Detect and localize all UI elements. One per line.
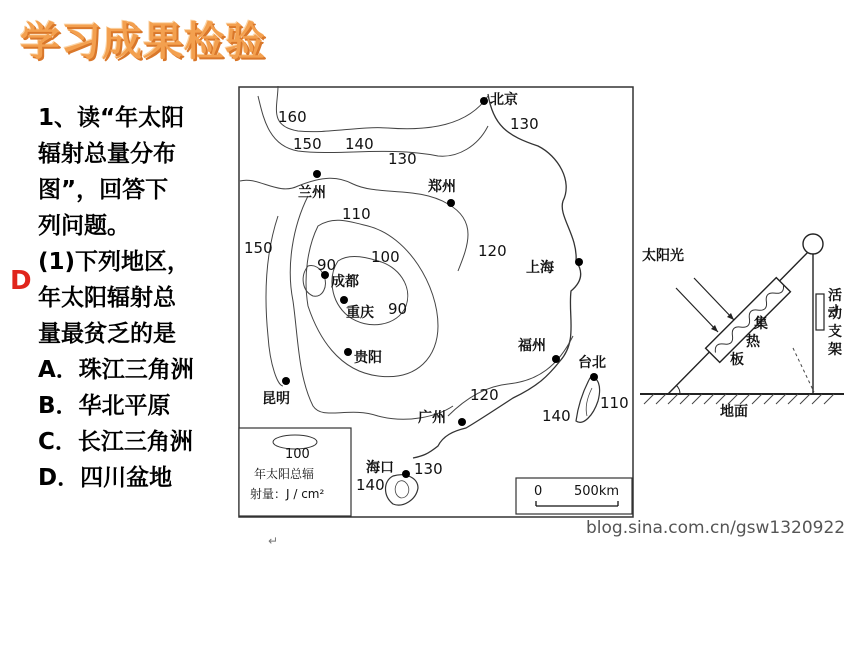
support-label-2: 动 xyxy=(828,306,842,322)
isoline-label: 130 xyxy=(388,150,417,168)
question-line: 辐射总量分布 xyxy=(38,141,176,167)
slide-title: 学习成果检验 xyxy=(20,19,266,65)
city-label: 成都 xyxy=(331,274,359,290)
support-label-4: 架 xyxy=(828,342,842,358)
isoline-label: 90 xyxy=(388,300,408,318)
city-label: 郑州 xyxy=(428,179,456,195)
city-label: 台北 xyxy=(578,355,606,371)
question-line: 列问题。 xyxy=(38,213,130,239)
collector-label-2: 热 xyxy=(746,334,760,350)
isoline-label: 150 xyxy=(293,135,322,153)
isoline-label: 140 xyxy=(345,135,374,153)
city-label: 北京 xyxy=(490,92,518,108)
isoline-label: 120 xyxy=(470,386,499,404)
option-a: A．珠江三角洲 xyxy=(38,357,194,383)
city-label: 昆明 xyxy=(262,391,290,407)
city-label: 海口 xyxy=(366,460,394,476)
question-line: 1、读“年太阳 xyxy=(38,105,185,131)
isoline-label: 130 xyxy=(510,115,539,133)
watermark-text: blog.sina.com.cn/gsw1320922 xyxy=(586,518,846,538)
answer-mark: D xyxy=(10,266,32,296)
scale-start: 0 xyxy=(534,484,543,499)
isoline-label: 140 xyxy=(356,476,385,494)
question-line: 年太阳辐射总 xyxy=(38,285,176,311)
city-label: 上海 xyxy=(526,260,554,276)
question-line: 量最贫乏的是 xyxy=(38,321,176,347)
ground-label: 地面 xyxy=(720,404,748,420)
question-line: (1)下列地区， xyxy=(38,249,191,275)
isoline-label: 150 xyxy=(244,239,273,257)
solar-radiation-map xyxy=(238,86,634,518)
collector-label-1: 集 xyxy=(754,316,768,332)
scale-bar xyxy=(516,478,632,514)
isoline-label: 90 xyxy=(317,256,337,274)
question-text xyxy=(38,100,238,496)
support-label-3: 支 xyxy=(828,324,842,340)
city-label: 广州 xyxy=(418,410,446,426)
isoline-label: 140 xyxy=(542,407,571,425)
legend-line1: 年太阳总辐 xyxy=(254,467,315,481)
isoline-label: 130 xyxy=(414,460,443,478)
isoline-label: 110 xyxy=(600,394,629,412)
return-glyph: ↵ xyxy=(268,534,279,548)
city-label: 兰州 xyxy=(298,185,326,201)
city-label: 福州 xyxy=(518,338,546,354)
option-d: D．四川盆地 xyxy=(38,465,173,491)
option-b: B．华北平原 xyxy=(38,393,171,419)
option-c: C．长江三角洲 xyxy=(38,429,193,455)
question-line: 图”，回答下 xyxy=(38,177,169,203)
solar-collector-diagram xyxy=(638,228,850,438)
isoline-label: 100 xyxy=(371,248,400,266)
city-label: 重庆 xyxy=(346,305,374,321)
legend-line2: 射量：J / cm² xyxy=(250,487,325,501)
collector-label-3: 板 xyxy=(730,352,744,368)
support-label-1: 活 xyxy=(828,288,842,304)
isoline-label: 120 xyxy=(478,242,507,260)
legend-value: 100 xyxy=(285,447,310,462)
isoline-label: 160 xyxy=(278,108,307,126)
sunlight-label: 太阳光 xyxy=(642,248,684,264)
city-label: 贵阳 xyxy=(354,350,382,366)
scale-end: 500km xyxy=(574,484,620,499)
isoline-label: 110 xyxy=(342,205,371,223)
map-legend xyxy=(239,428,351,516)
